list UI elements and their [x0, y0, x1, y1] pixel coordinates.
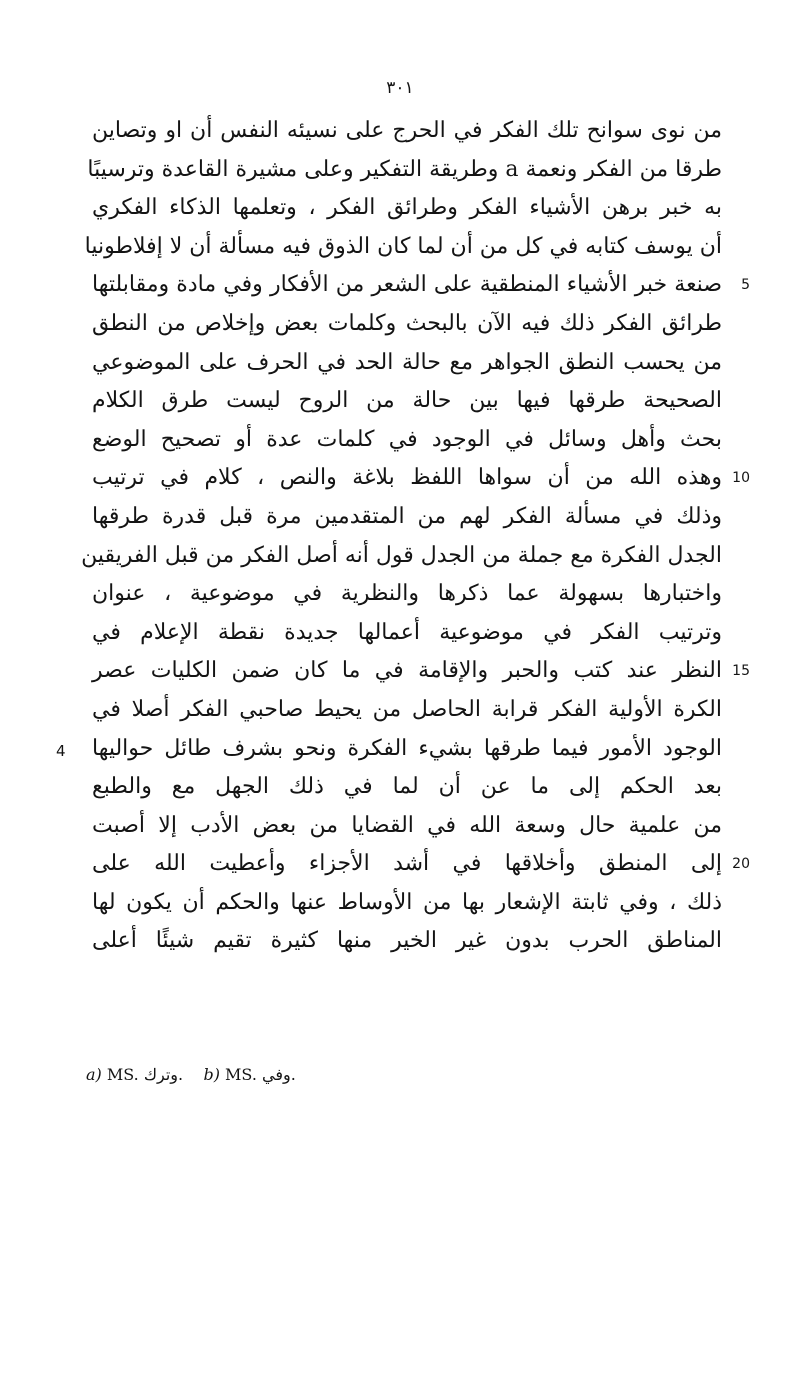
text-line-content: طرائق الفكر ذلك فيه الآن بالبحث وكلمات بعض وإخلاص من النطق — [92, 310, 722, 336]
arabic-text-block — [81, 112, 750, 961]
text-line-content: أن يوسف كتابه في كل من أن لما كان الذوق فيه مسألة أن لا إفلاطونيا — [84, 233, 722, 259]
text-line — [92, 459, 750, 498]
text-line-content: بعد الحكم إلى ما عن أن لما في ذلك الجهل مع والطبع — [92, 774, 722, 800]
text-line-content: النظر عند كتب والحبر والإقامة في ما كان ضمن الكليات عصر — [92, 658, 722, 684]
text-line-content: من يحسب النطق الجواهر مع حالة الحد في الحرف على الموضوعي — [92, 349, 722, 375]
margin-number: 4 — [56, 742, 66, 760]
text-line-content: طرقا من الفكر ونعمة a وطريقة التفكير وعلى مشيرة القاعدة وترسيبًا — [87, 156, 722, 182]
text-line-content: ذلك ، وفي ثابتة الإشعار بها من الأوساط عنها والحكم أن يكون لها — [92, 889, 722, 915]
footnote-b-word: وفي — [262, 1065, 291, 1084]
text-line — [92, 614, 722, 653]
text-line — [81, 537, 722, 576]
text-line — [92, 344, 722, 383]
text-line-content: الكرة الأولية الفكر قرابة الحاصل من يحيط صاحبي الفكر أصلا في — [92, 696, 722, 722]
footnote-b-ms: MS. — [225, 1065, 257, 1084]
text-line — [92, 266, 750, 305]
text-line-content: الجدل الفكرة مع جملة من الجدل قول أنه أصل الفكر من قبل الفريقين — [81, 542, 722, 568]
text-line-content: الوجود الأمور فيما طرقها بشيء الفكرة ونحو بشرف طائل حواليها — [92, 735, 722, 761]
footnote-b-label: b) — [203, 1065, 220, 1084]
footnote-a-word: وترك — [143, 1065, 179, 1084]
text-line-content: بحث وأهل وسائل في الوجود في كلمات عدة أو تصحيح الوضع — [92, 426, 722, 452]
text-line — [92, 382, 722, 421]
text-line-content: وترتيب الفكر في موضوعية أعمالها جديدة نقطة الإعلام في — [92, 619, 722, 645]
text-line — [92, 189, 722, 228]
footnote-a-ms: MS. — [106, 1065, 139, 1084]
text-line-content: من نوی سوانح تلك الفكر في الحرج على نسيئه النفس أن او وتصاين — [92, 118, 722, 143]
line-number: 5 — [741, 277, 750, 294]
text-line — [92, 922, 722, 961]
text-line-content: صنعة خبر الأشياء المنطقية على الشعر من الأفكار وفي مادة ومقابلتها — [92, 272, 722, 298]
text-line-content: وذلك في مسألة الفكر لهم من المتقدمين مرة قبل قدرة طرقها — [92, 503, 722, 529]
line-number: 10 — [732, 470, 750, 487]
text-line-content: إلى المنطق وأخلاقها في أشد الأجزاء وأعطيت الله على — [92, 851, 722, 877]
footnotes: a) MS. وترك. b) MS. وفي. — [86, 1065, 296, 1084]
text-line — [92, 845, 750, 884]
text-line-content: من علمية حال وسعة الله في القضايا من بعض الأدب إلا أصبت — [92, 812, 722, 838]
line-number: 15 — [732, 663, 750, 680]
text-line — [92, 691, 722, 730]
text-line — [92, 575, 722, 614]
text-line-content: الصحيحة طرقها فيها بين حالة من الروح ليست طرق الكلام — [92, 388, 722, 414]
text-line-content: به خبر برهن الأشياء الفكر وطرائق الفكر ، وتعلمها الذكاء الفكري — [92, 195, 722, 221]
text-line — [92, 884, 722, 923]
page-number: ٣٠١ — [386, 78, 414, 98]
text-line-content: وهذه الله من أن سواها اللفظ بلاغة والنص ، كلام في ترتيب — [92, 465, 722, 491]
text-line — [92, 730, 722, 769]
footnote-a-label: a) — [86, 1065, 102, 1084]
text-line-content: واختبارها بسهولة عما ذكرها والنظرية في موضوعية ، عنوان — [92, 581, 722, 607]
text-line-content: المناطق الحرب بدون غير الخير منها كثيرة تقيم شيئًا أعلى — [92, 928, 722, 954]
text-line — [92, 305, 722, 344]
text-line — [92, 498, 722, 537]
text-line — [84, 228, 722, 267]
text-line — [92, 652, 750, 691]
text-line — [92, 421, 722, 460]
text-line — [92, 112, 722, 151]
text-line — [92, 768, 722, 807]
text-line — [87, 151, 722, 190]
line-number: 20 — [732, 856, 750, 873]
text-line — [92, 807, 722, 846]
